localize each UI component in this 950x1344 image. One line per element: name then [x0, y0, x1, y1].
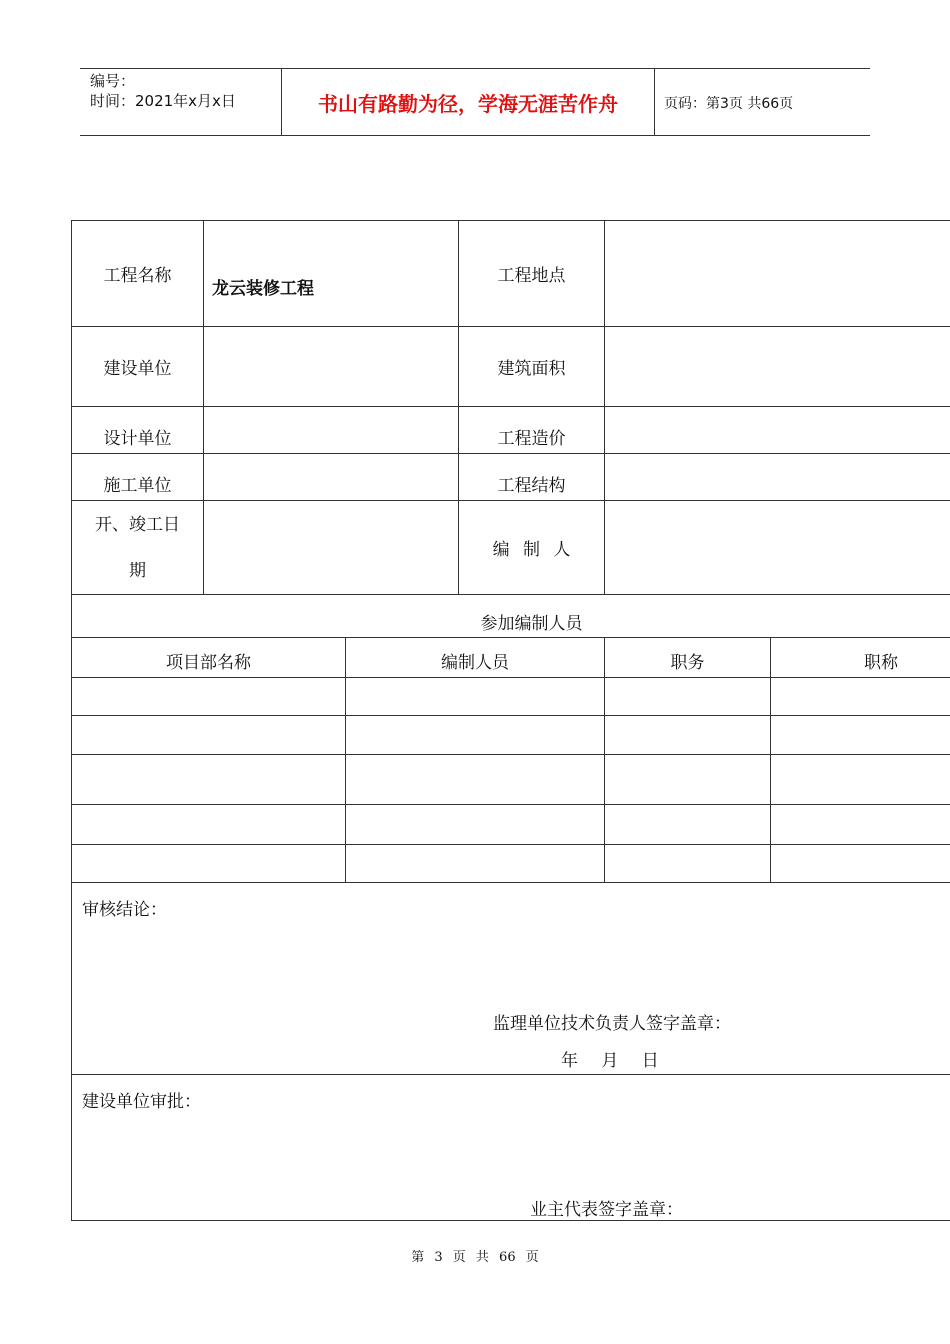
table-row [72, 678, 950, 716]
project-info-form [71, 220, 950, 1221]
project-structure-label: 工程结构 [459, 454, 605, 501]
compiler-value[interactable] [605, 501, 950, 595]
dates-label-line2: 期 [129, 560, 146, 581]
review-cell[interactable] [72, 883, 950, 1075]
dates-label [72, 501, 204, 595]
table-cell[interactable] [605, 716, 771, 755]
construction-unit-value[interactable] [204, 327, 459, 407]
table-cell[interactable] [771, 845, 950, 883]
table-cell[interactable] [346, 716, 605, 755]
table-cell[interactable] [346, 845, 605, 883]
table-cell[interactable] [605, 755, 771, 805]
table-cell[interactable] [605, 678, 771, 716]
table-cell[interactable] [346, 805, 605, 845]
header-meta [90, 71, 236, 111]
table-cell[interactable] [72, 845, 346, 883]
table-row [72, 755, 950, 805]
project-cost-label: 工程造价 [459, 407, 605, 454]
form-row [72, 221, 950, 327]
construction-unit-label: 建设单位 [72, 327, 204, 407]
review-date-label: 年 月 日 [561, 1051, 661, 1071]
col-header-compilers: 编制人员 [346, 638, 605, 678]
approval-cell[interactable] [72, 1075, 950, 1221]
table-cell[interactable] [72, 716, 346, 755]
project-name-label: 工程名称 [72, 221, 204, 327]
page-footer: 第 3 页 共 66 页 [411, 1250, 539, 1265]
table-row [72, 716, 950, 755]
col-header-position: 职务 [605, 638, 771, 678]
form-row [72, 595, 950, 638]
approval-title: 建设单位审批： [82, 1092, 201, 1112]
design-unit-label: 设计单位 [72, 407, 204, 454]
form-row [72, 454, 950, 501]
col-header-title: 职称 [771, 638, 950, 678]
compiler-label: 编 制 人 [459, 501, 605, 595]
col-header-department: 项目部名称 [72, 638, 346, 678]
table-cell[interactable] [72, 805, 346, 845]
table-cell[interactable] [771, 678, 950, 716]
approval-signature-label: 业主代表签字盖章： [530, 1200, 683, 1220]
form-row [72, 327, 950, 407]
time-label: 时间：2021年x月x日 [90, 92, 236, 110]
dates-value[interactable] [204, 501, 459, 595]
table-row [72, 845, 950, 883]
review-signature-label: 监理单位技术负责人签字盖章： [493, 1014, 731, 1034]
contractor-value[interactable] [204, 454, 459, 501]
participants-header-row [72, 638, 950, 678]
table-cell[interactable] [605, 845, 771, 883]
project-name-value: 龙云装修工程 [204, 221, 459, 327]
form-row [72, 407, 950, 454]
building-area-value[interactable] [605, 327, 950, 407]
participants-title: 参加编制人员 [72, 595, 950, 638]
form-row [72, 501, 950, 595]
number-label: 编号： [90, 72, 136, 90]
building-area-label: 建筑面积 [459, 327, 605, 407]
page-header [80, 68, 870, 136]
review-row [72, 883, 950, 1075]
project-structure-value[interactable] [605, 454, 950, 501]
review-title: 审核结论： [82, 900, 167, 920]
header-page-info: 页码：第3页 共66页 [664, 96, 794, 112]
approval-row [72, 1075, 950, 1221]
dates-label-line1: 开、竣工日 [95, 514, 180, 535]
table-cell[interactable] [771, 716, 950, 755]
project-location-label: 工程地点 [459, 221, 605, 327]
table-row [72, 805, 950, 845]
design-unit-value[interactable] [204, 407, 459, 454]
table-cell[interactable] [771, 805, 950, 845]
table-cell[interactable] [72, 755, 346, 805]
header-motto: 书山有路勤为径，学海无涯苦作舟 [318, 92, 618, 116]
project-location-value[interactable] [605, 221, 950, 327]
contractor-label: 施工单位 [72, 454, 204, 501]
header-divider [654, 69, 655, 135]
table-cell[interactable] [346, 678, 605, 716]
project-cost-value[interactable] [605, 407, 950, 454]
table-cell[interactable] [72, 678, 346, 716]
table-cell[interactable] [346, 755, 605, 805]
table-cell[interactable] [771, 755, 950, 805]
table-cell[interactable] [605, 805, 771, 845]
